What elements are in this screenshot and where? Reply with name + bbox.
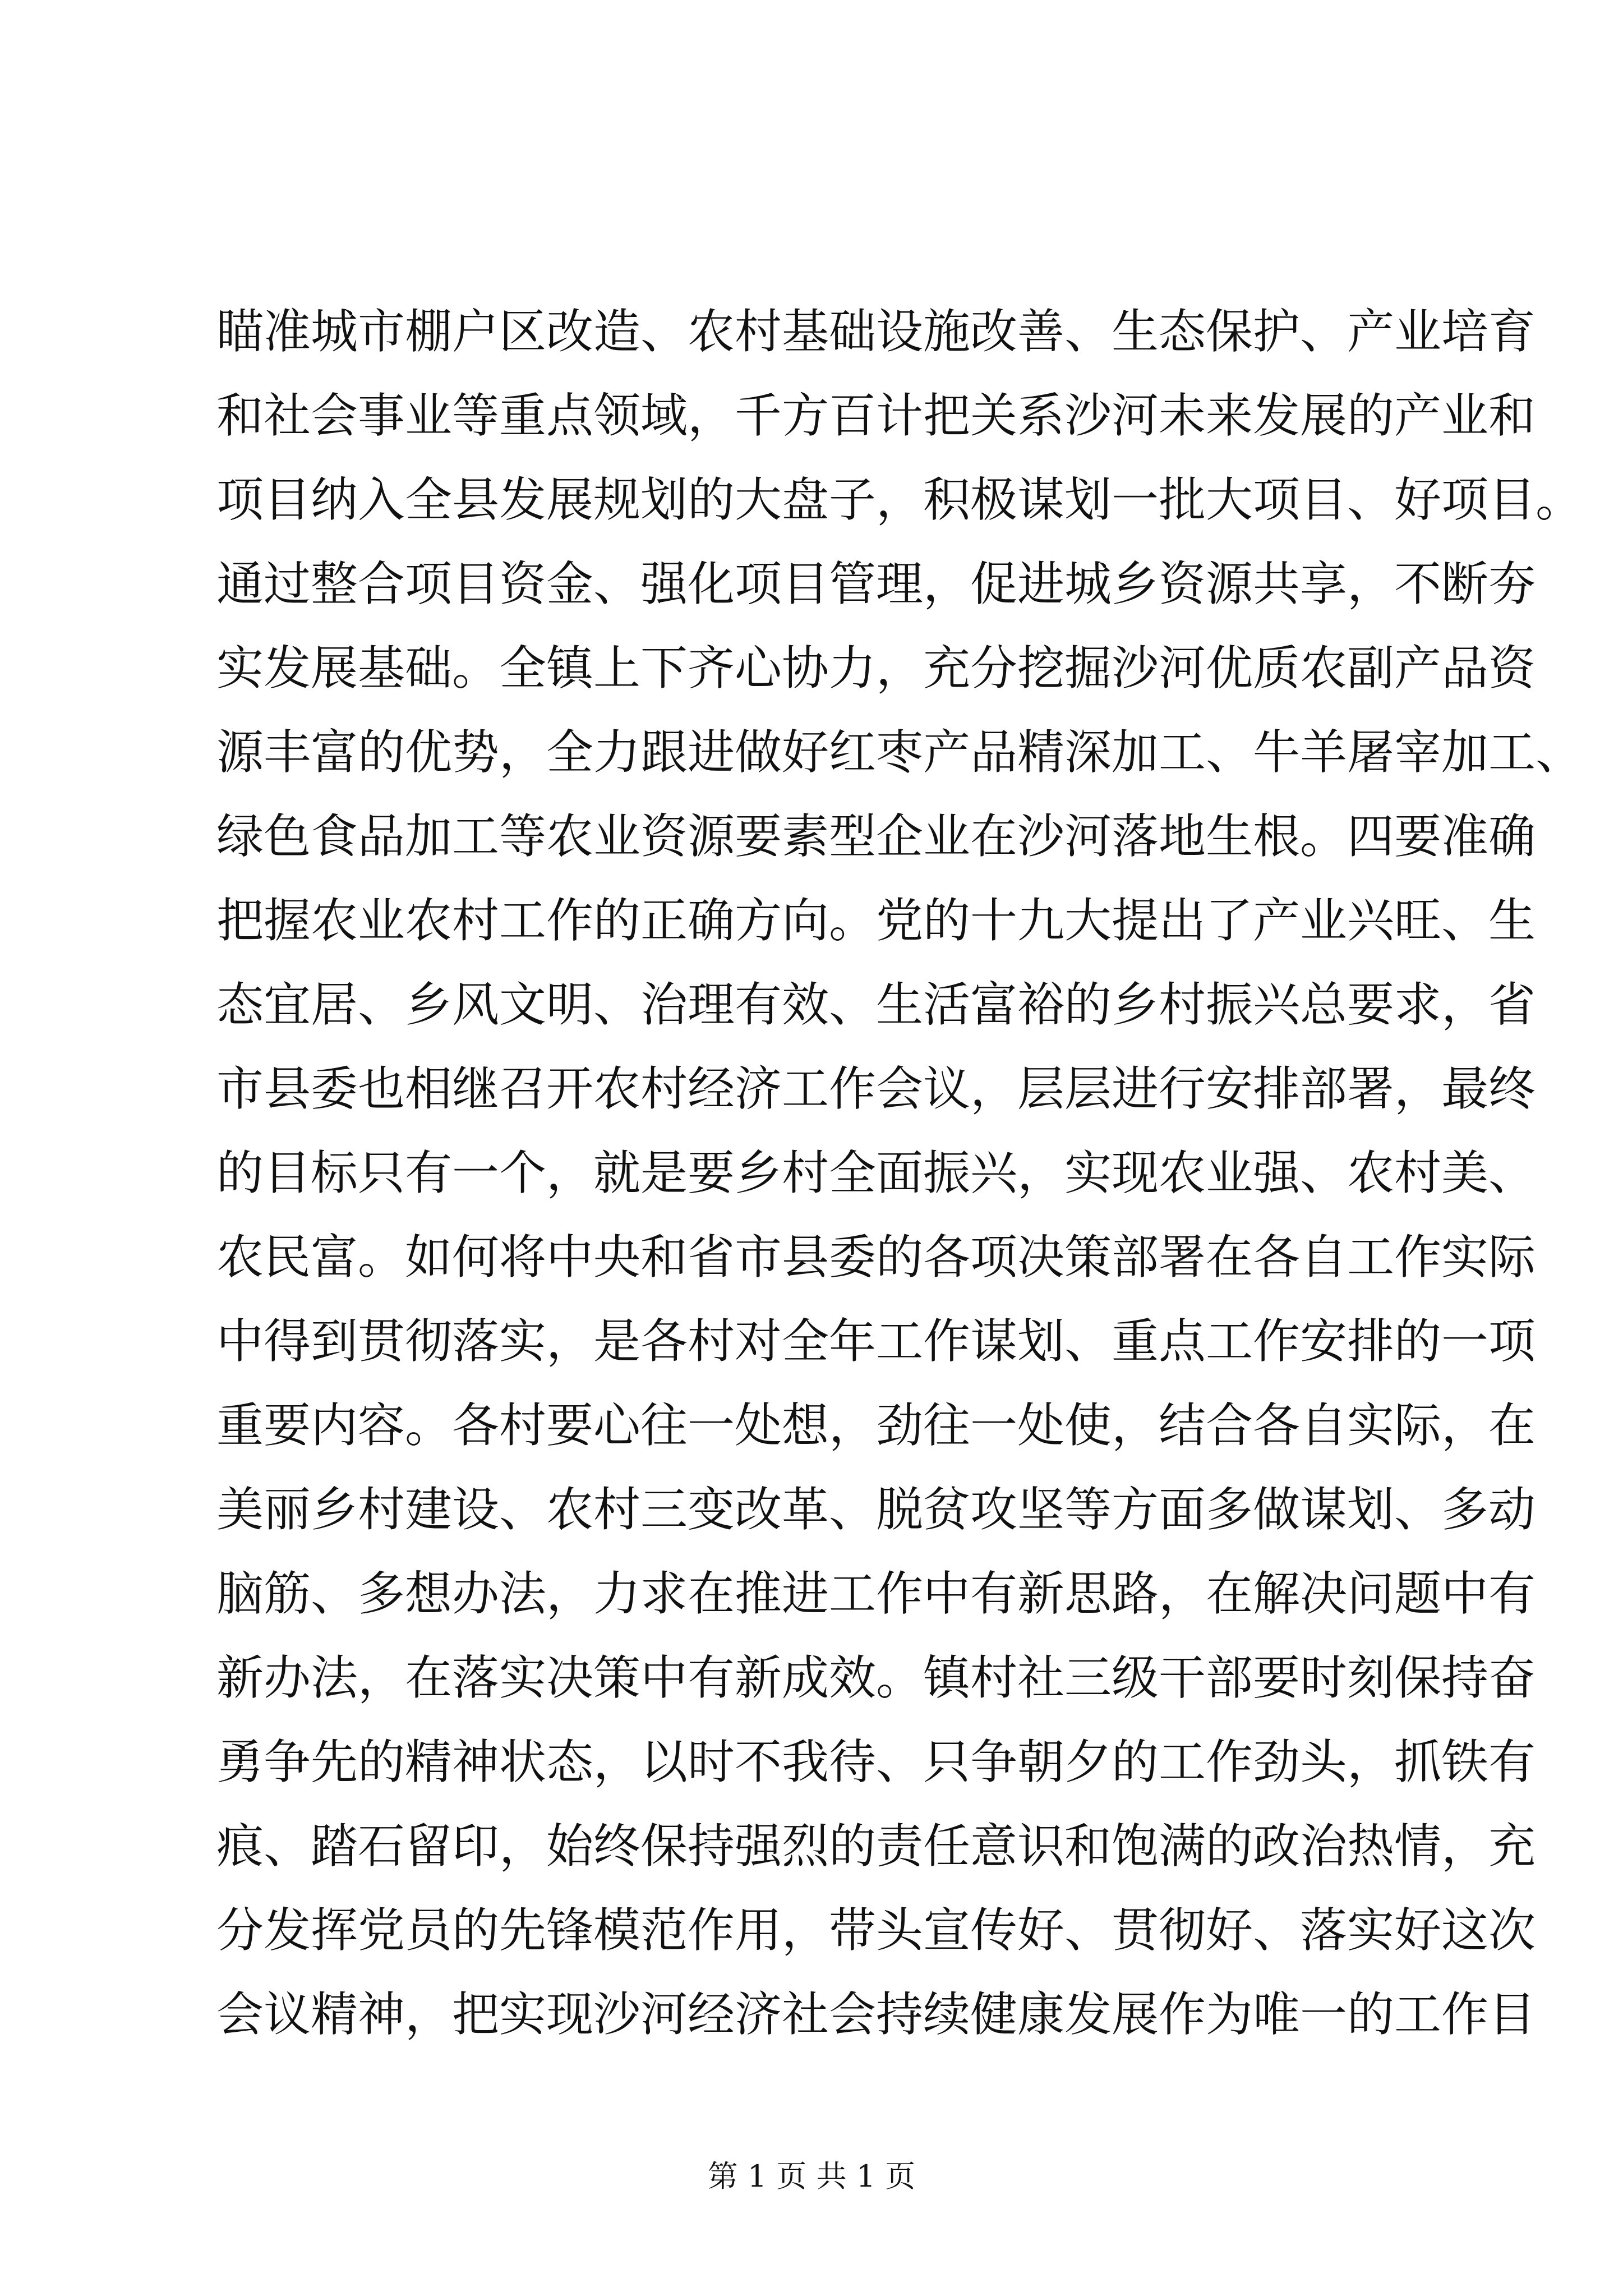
- text-line: 会议精神，把实现沙河经济社会持续健康发展作为唯一的工作目: [216, 1987, 1536, 2042]
- text-line: 勇争先的精神状态，以时不我待、只争朝夕的工作劲头，抓铁有: [216, 1734, 1536, 1789]
- text-line: 中得到贯彻落实，是各村对全年工作谋划、重点工作安排的一项: [216, 1314, 1536, 1369]
- page-footer: 第 1 页 共 1 页: [707, 2159, 916, 2194]
- text-line: 实发展基础。全镇上下齐心协力，充分挖掘沙河优质农副产品资: [216, 641, 1536, 696]
- text-line: 市县委也相继召开农村经济工作会议，层层进行安排部署，最终: [216, 1061, 1536, 1116]
- text-line: 美丽乡村建设、农村三变改革、脱贫攻坚等方面多做谋划、多动: [216, 1482, 1536, 1537]
- text-line: 和社会事业等重点领域，千方百计把关系沙河未来发展的产业和: [216, 388, 1536, 443]
- text-line: 瞄准城市棚户区改造、农村基础设施改善、生态保护、产业培育: [216, 304, 1536, 359]
- text-line: 源丰富的优势，全力跟进做好红枣产品精深加工、牛羊屠宰加工、: [216, 725, 1583, 780]
- text-line: 绿色食品加工等农业资源要素型企业在沙河落地生根。四要准确: [216, 809, 1536, 864]
- text-line: 重要内容。各村要心往一处想，劲往一处使，结合各自实际，在: [216, 1398, 1536, 1453]
- text-line: 项目纳入全县发展规划的大盘子，积极谋划一批大项目、好项目。: [216, 472, 1583, 527]
- text-line: 农民富。如何将中央和省市县委的各项决策部署在各自工作实际: [216, 1230, 1536, 1285]
- text-line: 痕、踏石留印，始终保持强烈的责任意识和饱满的政治热情，充: [216, 1819, 1536, 1874]
- text-line: 分发挥党员的先锋模范作用，带头宣传好、贯彻好、落实好这次: [216, 1903, 1536, 1958]
- body-text: [216, 289, 1583, 2056]
- text-line: 通过整合项目资金、强化项目管理，促进城乡资源共享，不断夯: [216, 556, 1536, 611]
- text-line: 把握农业农村工作的正确方向。党的十九大提出了产业兴旺、生: [216, 893, 1536, 948]
- text-line: 的目标只有一个，就是要乡村全面振兴，实现农业强、农村美、: [216, 1145, 1536, 1200]
- text-line: 态宜居、乡风文明、治理有效、生活富裕的乡村振兴总要求，省: [216, 977, 1536, 1032]
- text-line: 脑筋、多想办法，力求在推进工作中有新思路，在解决问题中有: [216, 1566, 1536, 1621]
- text-line: 新办法，在落实决策中有新成效。镇村社三级干部要时刻保持奋: [216, 1650, 1536, 1705]
